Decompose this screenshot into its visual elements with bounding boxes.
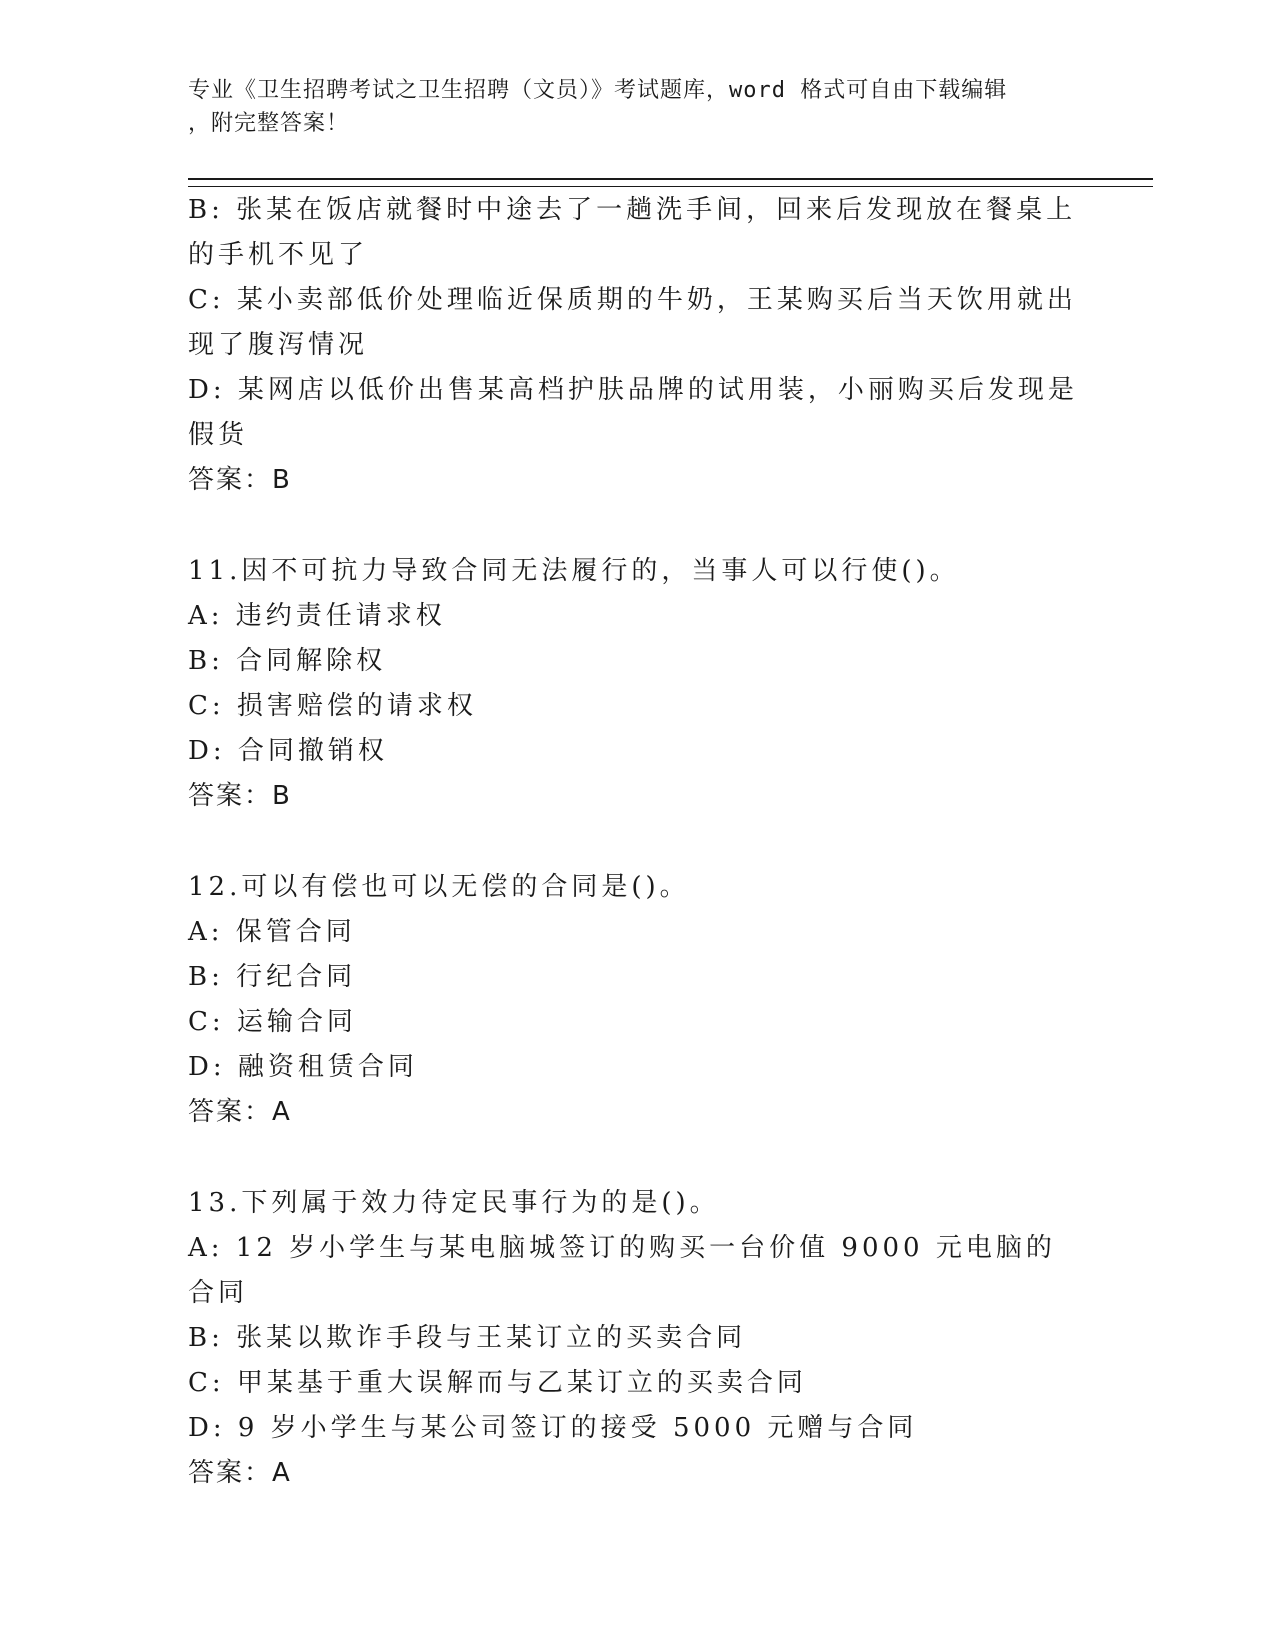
- question-stem: 13.下列属于效力待定民事行为的是()。: [188, 1188, 720, 1218]
- option-d: D: 合同撤销权: [188, 736, 388, 766]
- header-divider: [188, 178, 1153, 187]
- option-a: A: 保管合同: [188, 917, 356, 947]
- option-b: B: 行纪合同: [188, 962, 357, 992]
- option-b: B: 张某在饭店就餐时中途去了一趟洗手间，回来后发现放在餐桌上的手机不见了: [188, 195, 1077, 270]
- question-stem: 12.可以有偿也可以无偿的合同是()。: [188, 872, 690, 902]
- option-c: C: 某小卖部低价处理临近保质期的牛奶，王某购买后当天饮用就出现了腹泻情况: [188, 285, 1077, 360]
- option-d: D: 融资租赁合同: [188, 1052, 418, 1082]
- question-13: [188, 1181, 1078, 1496]
- option-d: D: 某网店以低价出售某高档护肤品牌的试用装，小丽购买后发现是假货: [188, 375, 1078, 450]
- answer-label: 答案：A: [188, 1458, 292, 1488]
- option-a: A: 12 岁小学生与某电脑城签订的购买一台价值 9000 元电脑的合同: [188, 1233, 1056, 1308]
- question-content: [188, 188, 1078, 1496]
- option-c: C: 损害赔偿的请求权: [188, 691, 477, 721]
- question-11: [188, 549, 1078, 819]
- header-line-2: ，附完整答案！: [188, 111, 350, 136]
- spacer: [188, 503, 1078, 549]
- option-b: B: 张某以欺诈手段与王某订立的买卖合同: [188, 1323, 747, 1353]
- option-a: A: 违约责任请求权: [188, 601, 446, 631]
- question-10-continuation: [188, 188, 1078, 503]
- spacer: [188, 1135, 1078, 1181]
- document-header-note: [188, 74, 1068, 140]
- spacer: [188, 819, 1078, 865]
- option-d: D: 9 岁小学生与某公司签订的接受 5000 元赠与合同: [188, 1413, 918, 1443]
- option-c: C: 运输合同: [188, 1007, 357, 1037]
- question-12: [188, 865, 1078, 1135]
- answer-label: 答案：A: [188, 1097, 292, 1127]
- option-b: B: 合同解除权: [188, 646, 387, 676]
- answer-label: 答案：B: [188, 781, 292, 811]
- question-stem: 11.因不可抗力导致合同无法履行的，当事人可以行使()。: [188, 556, 960, 586]
- header-line-1: 专业《卫生招聘考试之卫生招聘（文员）》考试题库，word 格式可自由下载编辑: [188, 78, 1008, 103]
- option-c: C: 甲某基于重大误解而与乙某订立的买卖合同: [188, 1368, 807, 1398]
- answer-label: 答案：B: [188, 465, 292, 495]
